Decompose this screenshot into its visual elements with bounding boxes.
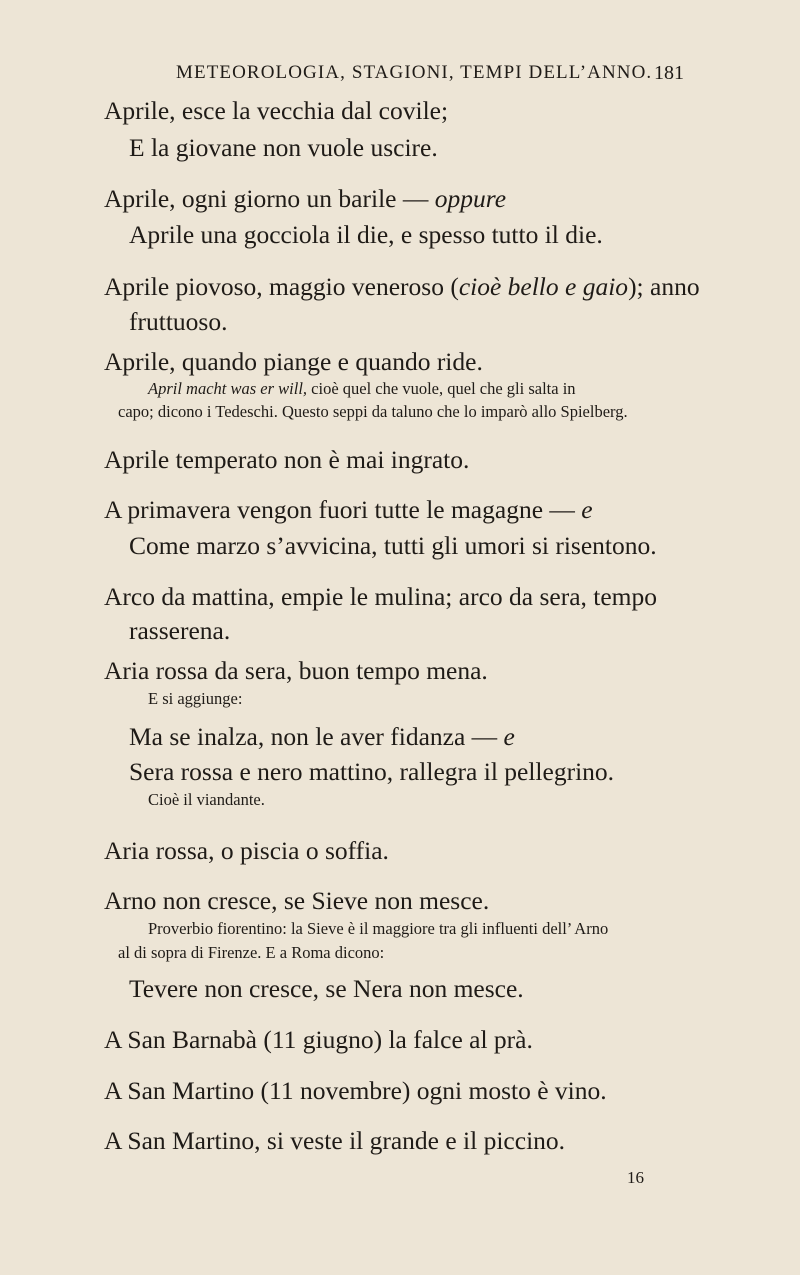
proverb-line: Come marzo s’avvicina, tutti gli umori si risentono.: [129, 531, 657, 560]
proverb-line: Aprile, esce la vecchia dal covile;: [104, 96, 449, 125]
proverb-line: Aprile temperato non è mai ingrato.: [104, 445, 470, 474]
commentary-line: Cioè il viandante.: [148, 790, 265, 809]
commentary-line: [148, 377, 576, 401]
proverb-line: rasserena.: [129, 616, 231, 645]
running-head: METEOROLOGIA, STAGIONI, TEMPI DELL’ANNO.: [176, 62, 653, 83]
proverb-text: A primavera vengon fuori tutte le magagne —: [104, 495, 582, 524]
italic-connector: e: [581, 495, 593, 524]
proverb-line: Tevere non cresce, se Nera non mesce.: [129, 974, 524, 1003]
proverb-text: Aprile, ogni giorno un barile —: [104, 184, 435, 213]
italic-connector: e: [503, 722, 515, 751]
proverb-line: [104, 180, 506, 217]
proverb-line: Arno non cresce, se Sieve non mesce.: [104, 886, 490, 915]
commentary-line: E si aggiunge:: [148, 689, 243, 708]
proverb-text: Aprile piovoso, maggio veneroso (: [104, 272, 459, 301]
proverb-line: fruttuoso.: [129, 307, 228, 336]
proverb-line: E la giovane non vuole uscire.: [129, 133, 438, 162]
signature-mark: 16: [627, 1168, 644, 1187]
proverb-line: Aria rossa da sera, buon tempo mena.: [104, 656, 488, 685]
commentary-text: cioè quel che vuole, quel che gli salta in: [307, 379, 576, 398]
italic-connector: oppure: [434, 184, 507, 213]
page-number: 181: [654, 62, 684, 84]
commentary-line: Proverbio fiorentino: la Sieve è il maggiore tra gli influenti dell’ Arno: [148, 919, 609, 938]
commentary-line: capo; dicono i Tedeschi. Questo seppi da taluno che lo imparò allo Spielberg.: [118, 402, 628, 421]
proverb-line: Arco da mattina, empie le mulina; arco da sera, tempo: [104, 582, 657, 611]
proverb-line: [104, 268, 700, 305]
commentary-line: al di sopra di Firenze. E a Roma dicono:: [118, 943, 385, 962]
proverb-line: Aprile una gocciola il die, e spesso tutto il die.: [129, 220, 603, 249]
proverb-line: Sera rossa e nero mattino, rallegra il pellegrino.: [129, 757, 615, 786]
proverb-line: A San Martino (11 novembre) ogni mosto è vino.: [104, 1076, 607, 1105]
proverb-text: ); anno: [628, 272, 700, 301]
proverb-line: [129, 718, 515, 755]
proverb-line: Aria rossa, o piscia o soffia.: [104, 836, 389, 865]
proverb-line: Aprile, quando piange e quando ride.: [104, 347, 483, 376]
proverb-line: [104, 491, 593, 528]
italic-gloss: cioè bello e gaio: [458, 272, 629, 301]
proverb-line: A San Barnabà (11 giugno) la falce al prà.: [104, 1025, 533, 1054]
german-quote: April macht was er will,: [148, 379, 308, 398]
proverb-text: Ma se inalza, non le aver fidanza —: [129, 722, 504, 751]
page-header: [0, 62, 800, 92]
proverb-line: A San Martino, si veste il grande e il piccino.: [104, 1126, 566, 1155]
